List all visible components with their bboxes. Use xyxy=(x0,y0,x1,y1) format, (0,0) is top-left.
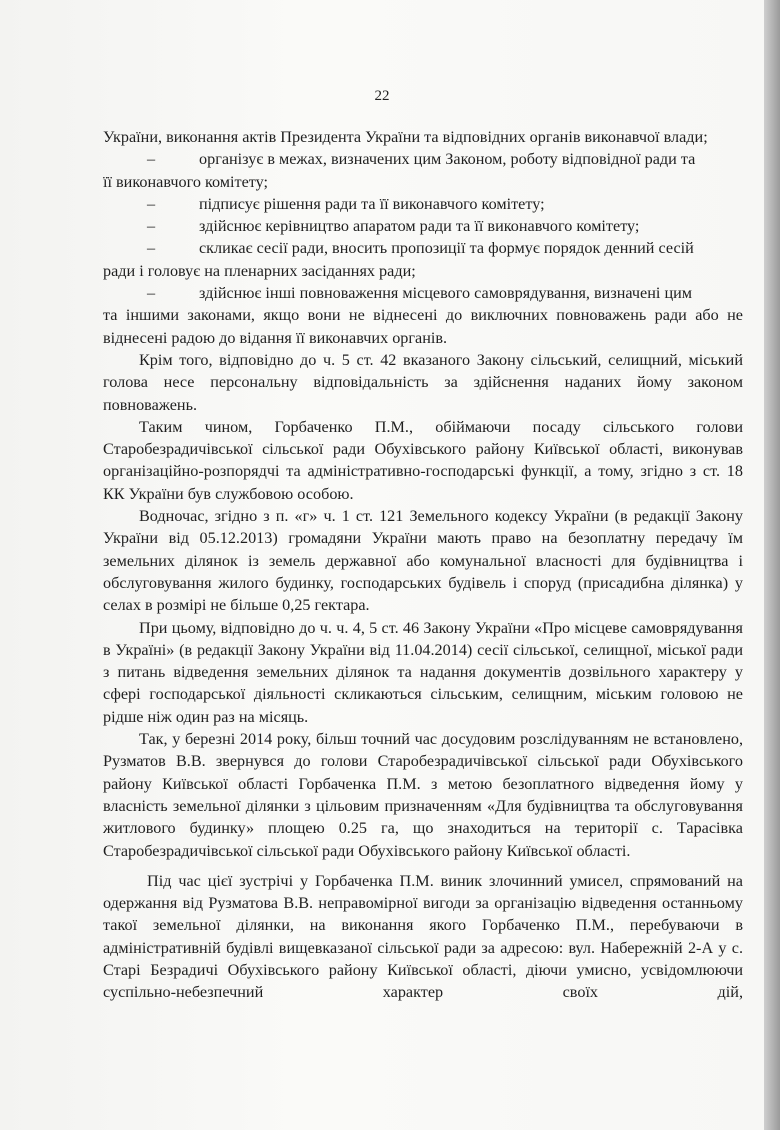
document-body xyxy=(103,126,743,1004)
paragraph: України, виконання актів Президента України та відповідних органів виконавчої влади; xyxy=(103,128,708,146)
paragraph: Під час цієї зустрічі у Горбаченка П.М. виник злочинний умисел, спрямований на одержання від Рузматова В.В. неправомірної вигоди за організацію відведення останньому такої земельної ділянки, на виконання якого Горбаченко П.М., перебуваючи в адміністративній будівлі вищевказаної сільської ради за адресою: вул. Набережній 2-А у с. Старі Безрадичі Обухівського району Київської області, діючи умисно, усвідомлюючи суспільно-небезпечний характер своїх дій, xyxy=(103,871,743,1002)
dash-bullet: – xyxy=(147,239,156,258)
list-item xyxy=(103,193,743,215)
paragraph-gap xyxy=(103,862,743,870)
list-item xyxy=(103,237,743,259)
paragraph: Крім того, відповідно до ч. 5 ст. 42 вказаного Закону сільський, селищний, міський голова несе персональну відповідальність за здійснення наданих йому законом повноважень. xyxy=(103,350,743,414)
list-item-text: підписує рішення ради та її виконавчого комітету; xyxy=(199,194,545,213)
list-item-continuation: ради і головує на пленарних засіданнях ради; xyxy=(103,261,416,280)
paragraph: Таким чином, Горбаченко П.М., обіймаючи посаду сільського голови Старобезрадичівської сільської ради Обухівського району Київської області, виконував організаційно-розпорядчі та адміністративно-господарські функції, а тому, згідно з ст. 18 КК України був службовою особою. xyxy=(103,417,743,503)
dash-bullet: – xyxy=(147,150,156,169)
list-item-text: скликає сесії ради, вносить пропозиції та формує порядок денний сесій xyxy=(199,239,694,258)
list-item-continuation: її виконавчого комітету; xyxy=(103,172,269,191)
list-item-continuation: та іншими законами, якщо вони не віднесені до виключних повноважень ради або не віднесені радою до відання її виконавчих органів. xyxy=(103,306,743,347)
dash-bullet: – xyxy=(147,194,156,213)
list-item xyxy=(103,148,743,170)
list-item-text: організує в межах, визначених цим Законом, роботу відповідної ради та xyxy=(199,150,696,169)
list-item xyxy=(103,215,743,237)
list-item xyxy=(103,282,743,304)
paragraph: Так, у березні 2014 року, більш точний час досудовим розслідуванням не встановлено, Рузматов В.В. звернувся до голови Старобезрадичівської сільської ради Обухівського району Київської області Горбаченка П.М. з метою безоплатного відведення йому у власність земельної ділянки з цільовим призначенням «Для будівництва та обслуговування житлового будинку» площею 0.25 га, що знаходиться на території с. Тарасівка Старобезрадичівської сільської ради Обухівського району Київської області. xyxy=(103,730,743,860)
paragraph: При цьому, відповідно до ч. ч. 4, 5 ст. 46 Закону України «Про місцеве самоврядування в Україні» (в редакції Закону України від 11.04.2014) сесії сільської, селищної, міської ради з питань відведення земельних ділянок та надання документів дозвільного характеру у сфері господарської діяльності скликаються сільським, селищним, міським головою не рідше ніж один раз на місяць. xyxy=(103,618,743,726)
list-item-text: здійснює інші повноваження місцевого самоврядування, визначені цим xyxy=(199,284,693,303)
dash-bullet: – xyxy=(147,217,156,236)
page-edge-shadow xyxy=(764,0,780,1130)
list-item-text: здійснює керівництво апаратом ради та її виконавчого комітету; xyxy=(199,217,640,236)
paragraph: Водночас, згідно з п. «г» ч. 1 ст. 121 Земельного кодексу України (в редакції Закону України від 05.12.2013) громадяни України мають право на безоплатну передачу їм земельних ділянок із земель державної або комунальної власності для будівництва і обслуговування жилого будинку, господарських будівель і споруд (присадибна ділянка) у селах в розмірі не більше 0,25 гектара. xyxy=(103,507,743,615)
page-number: 22 xyxy=(374,88,390,104)
dash-bullet: – xyxy=(147,284,156,303)
